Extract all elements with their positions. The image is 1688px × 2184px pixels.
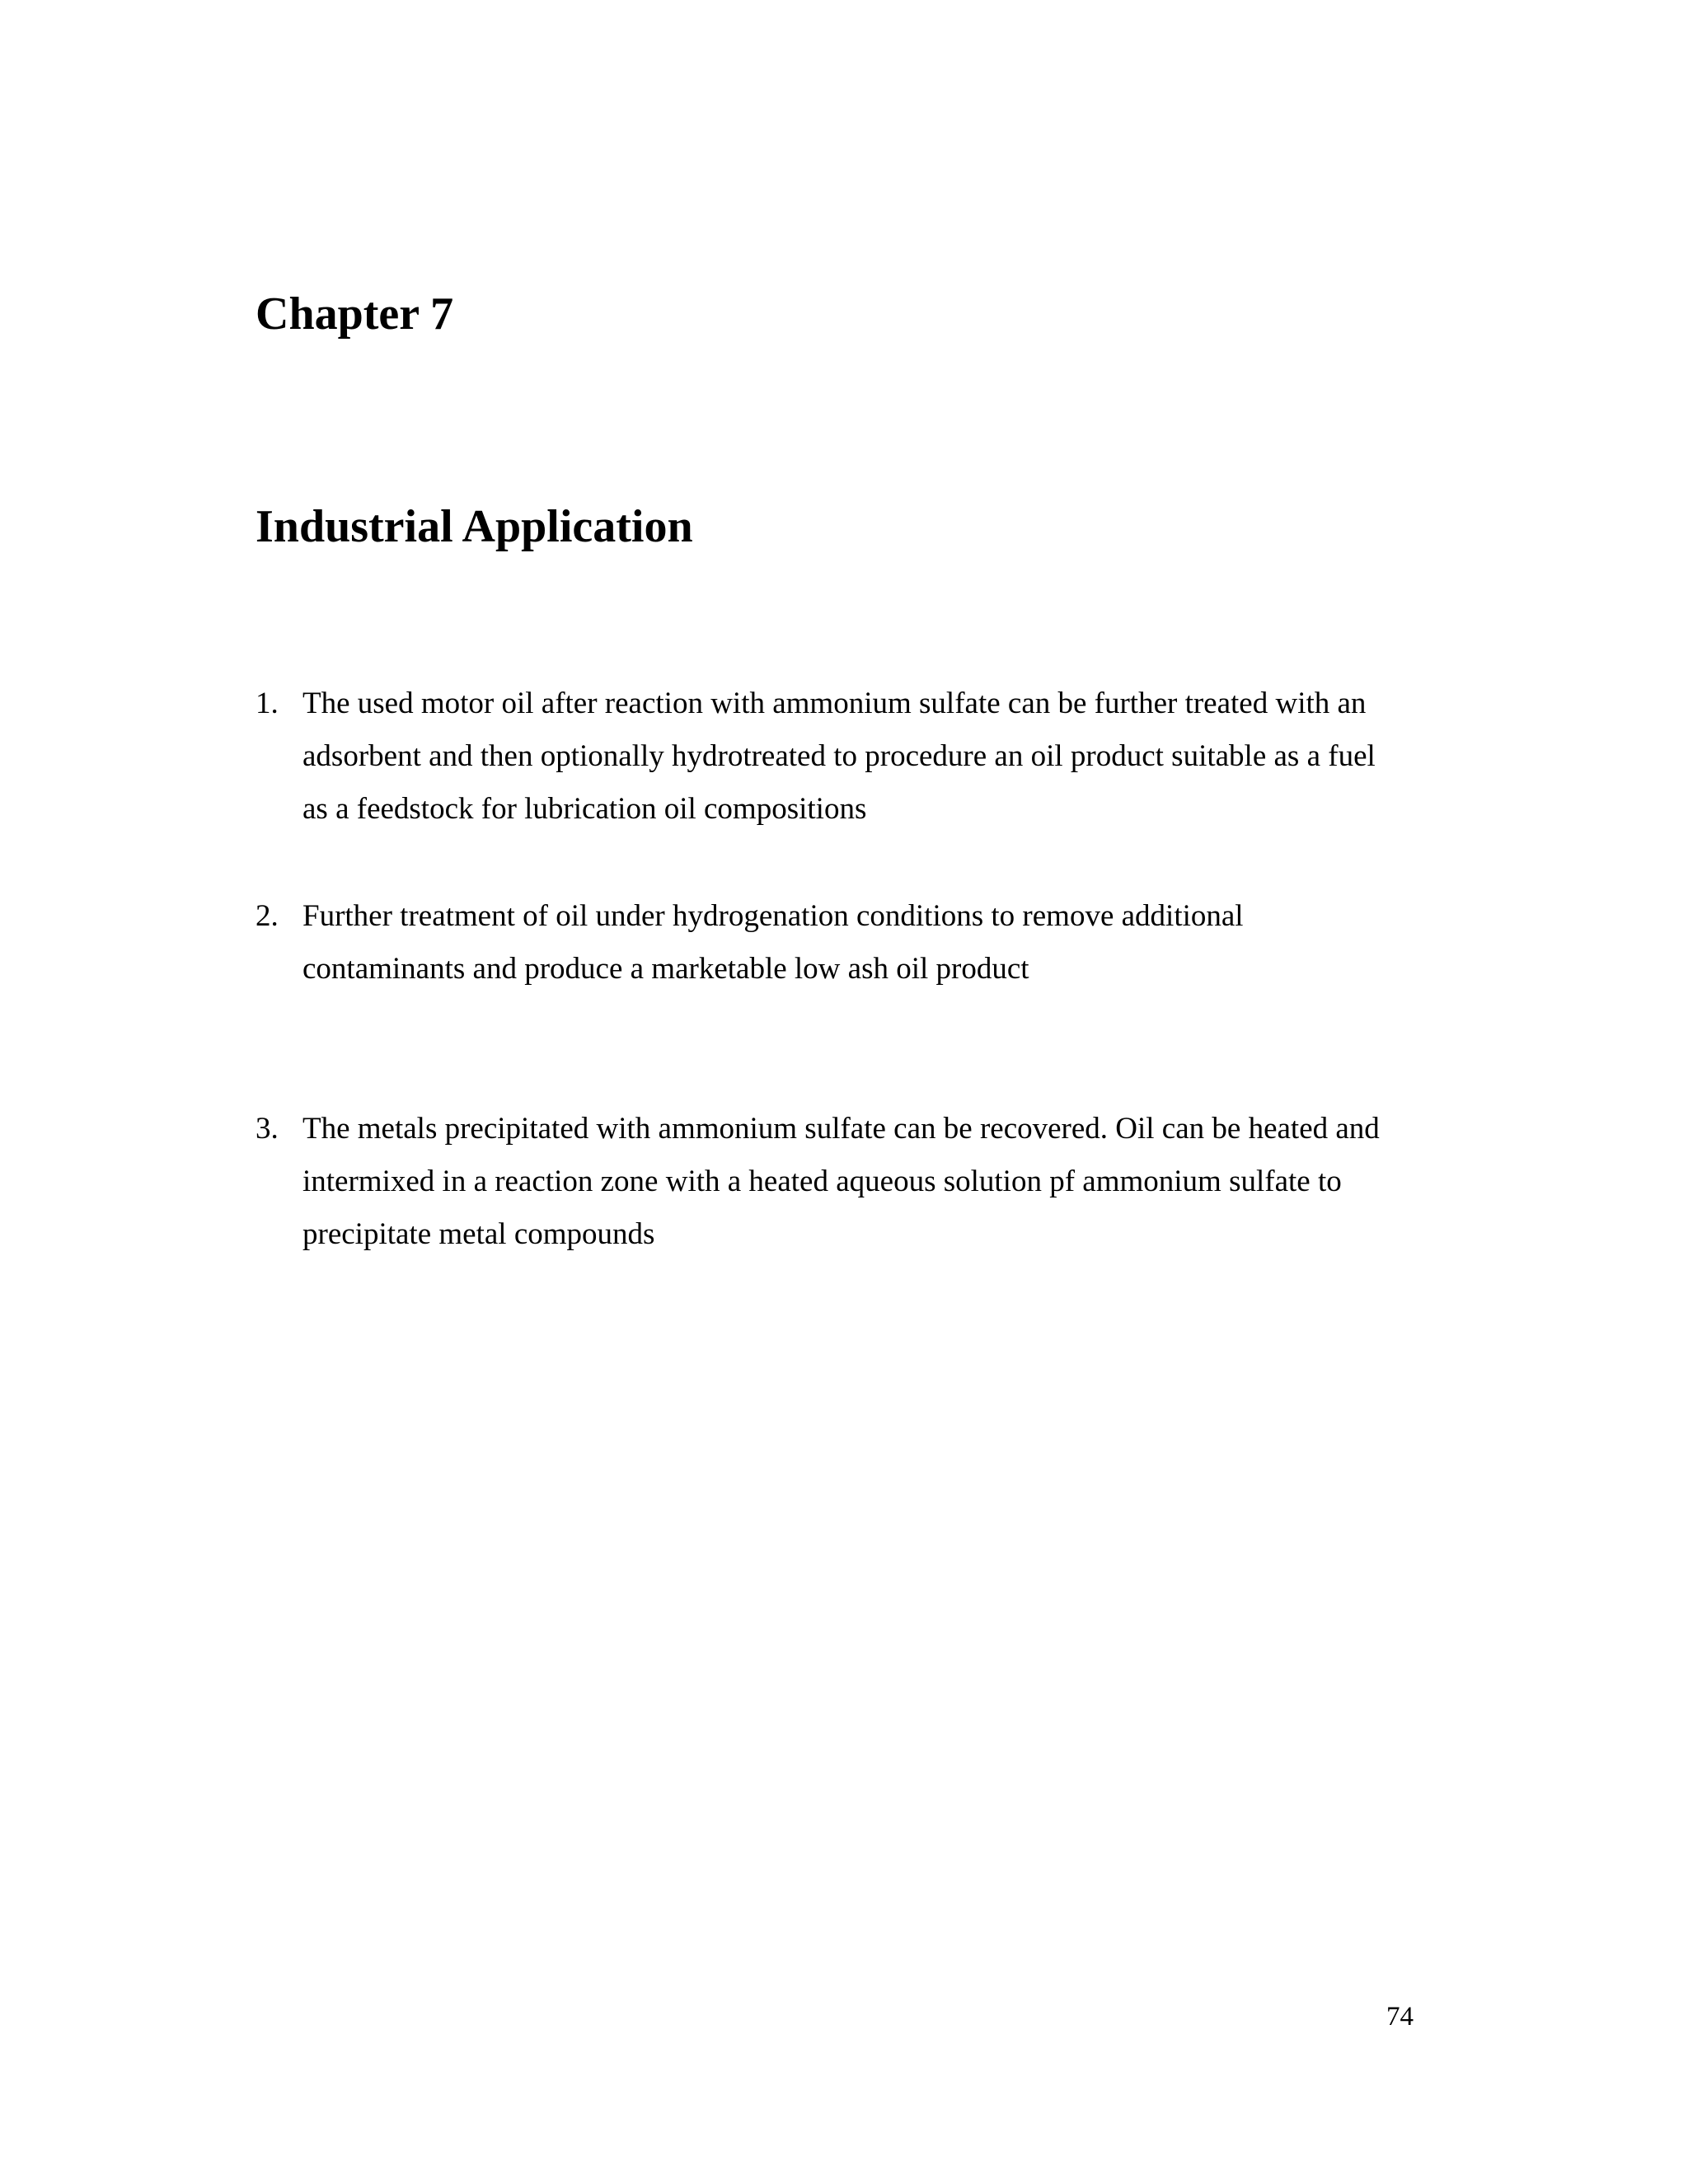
list-item-text: The metals precipitated with ammonium sulfate can be recovered. Oil can be heated and intermixed in a reaction zone with a heated aqueous solution pf ammonium sulfate to precipitate metal compounds [302,1112,1380,1251]
list-item-number: 2. [256,899,279,933]
list-item-3 [256,1103,1409,1261]
chapter-title: Chapter 7 [256,288,454,340]
section-title: Industrial Application [256,501,693,552]
page-number: 74 [1386,2002,1414,2032]
list-item-2 [256,890,1409,996]
list-item-1 [256,677,1409,836]
list-item-text: Further treatment of oil under hydrogenation conditions to remove additional contaminants and produce a marketable low ash oil product [302,899,1244,986]
list-item-text: The used motor oil after reaction with ammonium sulfate can be further treated with an adsorbent and then optionally hydrotreated to procedure an oil product suitable as a fuel as a feedstock for lubrication oil compositions [302,687,1376,826]
list-item-number: 1. [256,687,279,720]
list-item-number: 3. [256,1112,279,1146]
